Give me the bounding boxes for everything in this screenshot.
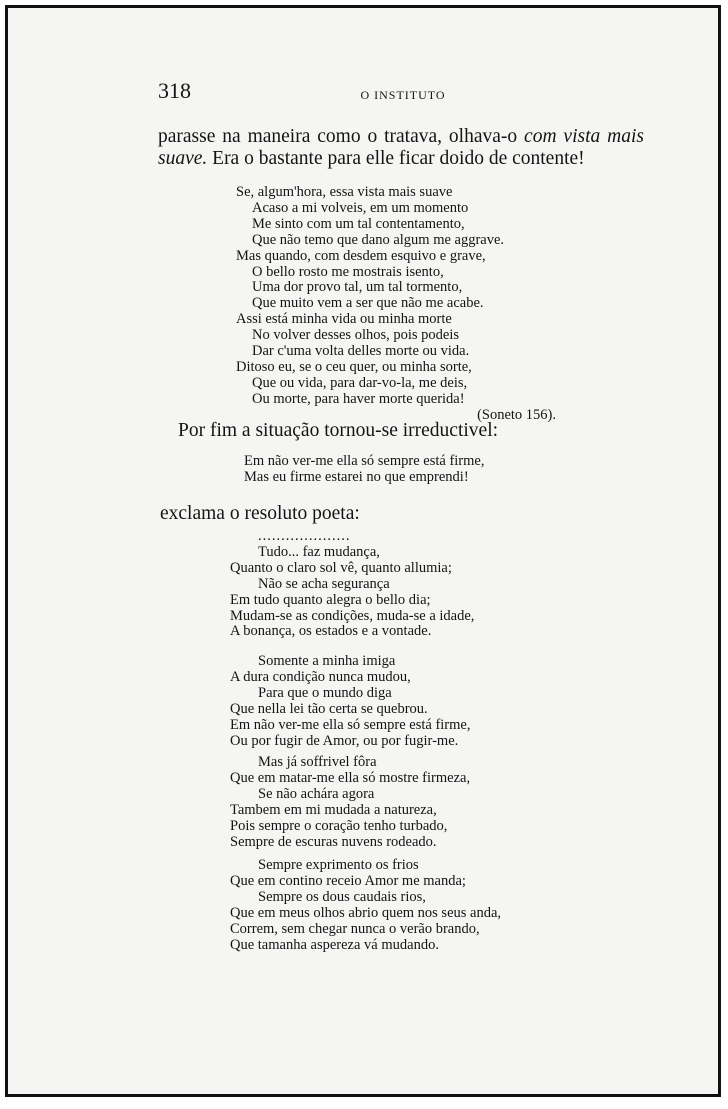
- verse-line: No volver desses olhos, pois podeis: [252, 327, 460, 344]
- verse-line: Mudam-se as condições, muda-se a idade,: [230, 607, 475, 624]
- verse-line: Que muito vem a ser que não me acabe.: [252, 295, 484, 312]
- verse-line: O bello rosto me mostrais isento,: [252, 263, 444, 280]
- verse-line: Ou por fugir de Amor, ou por fugir-me.: [230, 732, 459, 749]
- verse-line: Em tudo quanto alegra o bello dia;: [230, 591, 431, 608]
- verse-line: Em não ver-me ella só sempre está firme,: [244, 453, 485, 469]
- running-title: O INSTITUTO: [360, 88, 446, 102]
- verse-line: Mas já soffrivel fôra: [258, 754, 377, 770]
- poem-stanza-4: [230, 858, 501, 953]
- verse-line: Uma dor provo tal, um tal tormento,: [252, 279, 463, 296]
- verse-line: Que em contino receio Amor me manda;: [230, 872, 466, 889]
- paragraph-intro-text-a: parasse na maneira como o tratava, olhava-o: [158, 126, 525, 147]
- verse-line: Sempre de escuras nuvens rodeado.: [230, 833, 437, 850]
- verse-line: Que nella lei tão certa se quebrou.: [230, 700, 428, 717]
- verse-line: A dura condição nunca mudou,: [230, 668, 411, 685]
- poem-stanza-3: [230, 755, 470, 850]
- quote-verse: [244, 454, 484, 486]
- verse-line: Em não ver-me ella só sempre está firme,: [230, 716, 471, 733]
- verse-line: Tudo... faz mudança,: [258, 543, 380, 560]
- verse-line: Não se acha segurança: [258, 575, 390, 592]
- verse-line: Ou morte, para haver morte querida!: [252, 390, 465, 407]
- paragraph-exclaim: exclama o resoluto poeta:: [160, 503, 360, 524]
- book-page: [5, 5, 721, 1097]
- page-number: 318: [158, 78, 191, 103]
- verse-line: Que ou vida, para dar-vo-la, me deis,: [252, 374, 468, 391]
- verse-line: Que não temo que dano algum me aggrave.: [252, 231, 505, 248]
- verse-line: Mas eu firme estarei no que emprendi!: [244, 468, 469, 485]
- verse-line: Me sinto com um tal contentamento,: [252, 215, 465, 232]
- verse-line: Sempre exprimento os frios: [258, 857, 419, 873]
- sonnet-156: [236, 185, 556, 424]
- verse-line: Pois sempre o coração tenho turbado,: [230, 817, 448, 834]
- ellipsis-line: ....................: [258, 528, 351, 544]
- verse-line: Que tamanha aspereza vá mudando.: [230, 936, 439, 953]
- poem-stanza-1: [230, 529, 474, 640]
- verse-line: Somente a minha imiga: [258, 653, 396, 669]
- verse-line: Se não achára agora: [258, 785, 375, 802]
- paragraph-intro-text-b: Era o bastante para elle ficar doido de contente!: [207, 148, 585, 169]
- verse-line: Que em meus olhos abrio quem nos seus anda,: [230, 904, 502, 921]
- sonnet-citation: (Soneto 156).: [477, 406, 556, 423]
- verse-line: A bonança, os estados e a vontade.: [230, 623, 432, 640]
- verse-line: Para que o mundo diga: [258, 684, 392, 701]
- verse-line: Correm, sem chegar nunca o verão brando,: [230, 920, 480, 937]
- page-header: [158, 78, 648, 108]
- verse-line: Dar c'uma volta delles morte ou vida.: [252, 343, 470, 360]
- verse-line: Se, algum'hora, essa vista mais suave: [236, 184, 453, 200]
- verse-line: Tambem em mi mudada a natureza,: [230, 801, 437, 818]
- verse-line: Mas quando, com desdem esquivo e grave,: [236, 247, 486, 264]
- verse-line: Que em matar-me ella só mostre firmeza,: [230, 769, 471, 786]
- paragraph-intro-italic: com vista mais suave.: [158, 126, 644, 169]
- verse-line: Quanto o claro sol vê, quanto allumia;: [230, 559, 452, 576]
- verse-line: Acaso a mi volveis, em um momento: [252, 199, 469, 216]
- verse-line: Assi está minha vida ou minha morte: [236, 311, 452, 328]
- paragraph-situation: Por fim a situação tornou-se irreductivel:: [178, 420, 499, 441]
- paragraph-intro: [158, 126, 644, 170]
- poem-stanza-2: [230, 654, 470, 749]
- verse-line: Ditoso eu, se o ceu quer, ou minha sorte,: [236, 358, 472, 375]
- verse-line: Sempre os dous caudais rios,: [258, 888, 426, 905]
